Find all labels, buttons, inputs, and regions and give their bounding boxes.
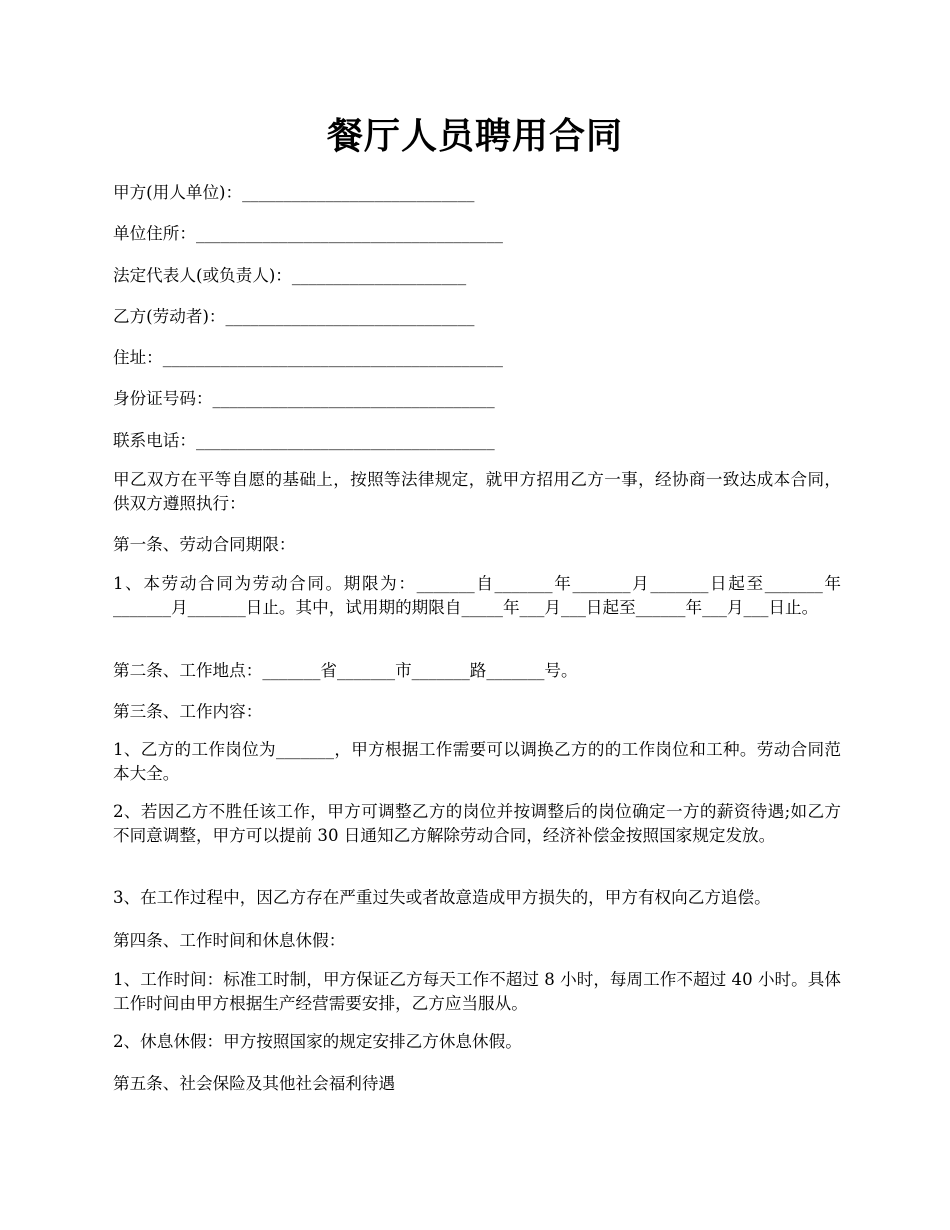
field-phone: 联系电话：____________________________________ (113, 431, 495, 450)
article3-paragraph-1: 1、乙方的工作岗位为_______，甲方根据工作需要可以调换乙方的的工作岗位和工种。劳动合同范本大全。 (113, 740, 841, 783)
article4-title: 第四条、工作时间和休息休假： (113, 931, 346, 950)
article4-paragraph-2: 2、休息休假：甲方按照国家的规定安排乙方休息休假。 (113, 1032, 522, 1051)
article3-paragraph-3: 3、在工作过程中，因乙方存在严重过失或者故意造成甲方损失的，甲方有权向乙方追偿。 (113, 888, 771, 907)
intro-paragraph: 甲乙双方在平等自愿的基础上，按照等法律规定，就甲方招用乙方一事，经协商一致达成本合同，供双方遵照执行： (113, 470, 841, 513)
field-residence: 住址：_________________________________________ (113, 348, 503, 367)
field-id-number: 身份证号码：__________________________________ (113, 389, 495, 408)
article4-paragraph-1: 1、工作时间：标准工时制，甲方保证乙方每天工作不超过 8 小时，每周工作不超过 40 小时。具体工作时间由甲方根据生产经营需要安排，乙方应当服从。 (113, 970, 841, 1013)
article1-paragraph-1: 1、本劳动合同为劳动合同。期限为：_______自_______年_______月_______日起至_______年_______月_______日止。其中，试用期的期限自_____年___月___日起至______年___月___日止。 (113, 574, 841, 617)
field-party-b: 乙方(劳动者)：______________________________ (113, 307, 475, 326)
field-party-a: 甲方(用人单位)：____________________________ (113, 183, 475, 202)
field-address: 单位住所：_____________________________________ (113, 224, 503, 243)
article3-paragraph-2: 2、若因乙方不胜任该工作，甲方可调整乙方的岗位并按调整后的岗位确定一方的薪资待遇;如乙方不同意调整，甲方可以提前 30 日通知乙方解除劳动合同，经济补偿金按照国家规定发放。 (113, 802, 841, 845)
document-title: 餐厅人员聘用合同 (326, 115, 623, 157)
article2-paragraph: 第二条、工作地点：_______省_______市_______路_______号。 (113, 661, 578, 680)
article1-title: 第一条、劳动合同期限： (113, 535, 296, 554)
article3-title: 第三条、工作内容： (113, 702, 263, 721)
article5-title: 第五条、社会保险及其他社会福利待遇 (113, 1074, 396, 1093)
field-legal-rep: 法定代表人(或负责人)：_____________________ (113, 266, 467, 285)
